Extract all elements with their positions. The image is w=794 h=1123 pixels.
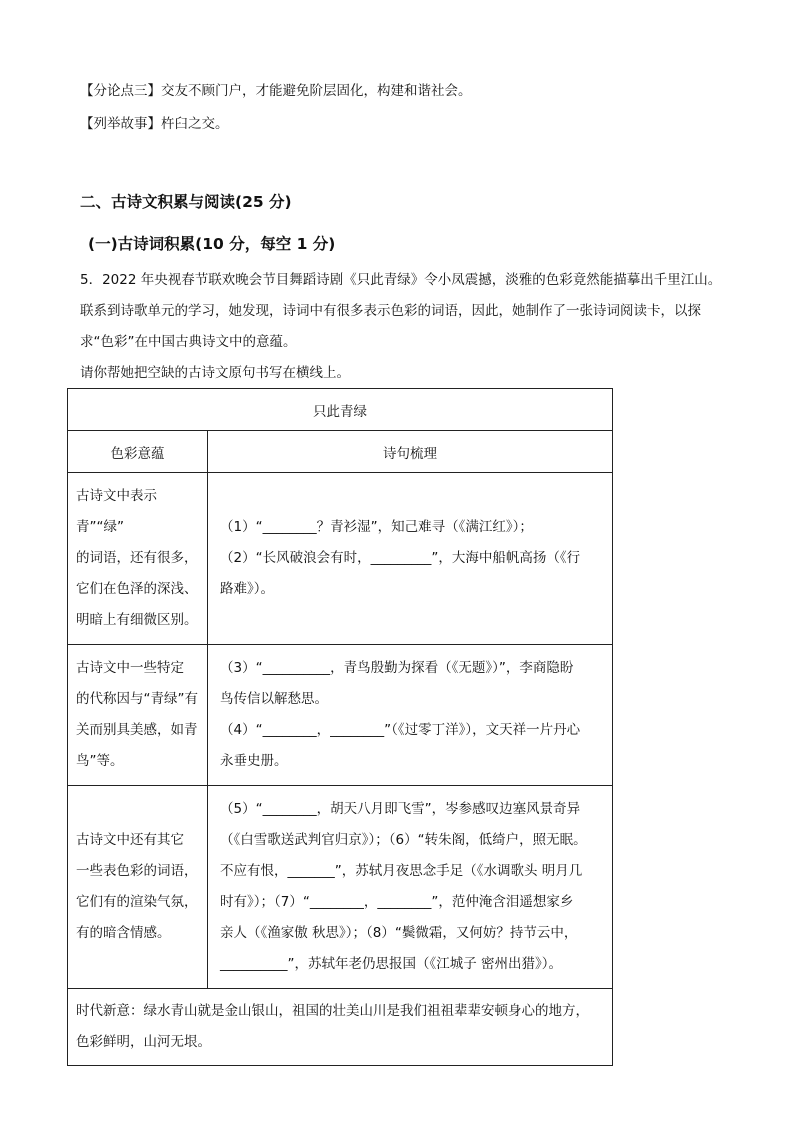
poem-card-table <box>67 388 613 1066</box>
point3-tag: 【分论点三】 <box>80 83 161 99</box>
table-footer-row <box>68 989 613 1066</box>
section-title: 二、古诗文积累与阅读(25 分) <box>80 193 292 211</box>
table-title-row <box>68 389 613 431</box>
question-line-1: 5．2022 年央视春节联欢晚会节目舞蹈诗剧《只此青绿》令小凤震撼，淡雅的色彩竟然能描摹出千里江山。 <box>80 272 722 288</box>
table-row <box>68 786 613 989</box>
story-paragraph <box>80 114 734 134</box>
point3-paragraph <box>80 81 734 101</box>
header-color-meaning: 色彩意蕴 <box>68 431 208 473</box>
story-text: 杵臼之交。 <box>161 116 229 132</box>
table-row <box>68 473 613 645</box>
question-line-3: 求“色彩”在中国古典诗文中的意蕴。 <box>80 334 297 350</box>
question-line-2: 联系到诗歌单元的学习，她发现，诗词中有很多表示色彩的词语，因此，她制作了一张诗词阅读卡，以探 <box>80 303 701 319</box>
section-subtitle: (一)古诗词积累(10 分，每空 1 分) <box>88 235 336 253</box>
table-row <box>68 645 613 786</box>
row-2-poems: （3）“__________，青鸟殷勤为探看（《无题》）”，李商隐盼 鸟传信以解愁思。 （4）“________，________”（《过零丁洋》），文天祥一片丹心 永垂史册。 <box>208 645 613 786</box>
table-header-row <box>68 431 613 473</box>
story-tag: 【列举故事】 <box>80 116 161 132</box>
row-2-meaning: 古诗文中一些特定 的代称因与“青绿”有 关而别具美感，如青 鸟”等。 <box>68 645 208 786</box>
row-1-poems: （1）“________？青衫湿”，知己难寻（《满江红》）； （2）“长风破浪会有时，_________”，大海中船帆高扬（《行 路难》）。 <box>208 473 613 645</box>
table-title: 只此青绿 <box>68 389 613 431</box>
point3-text: 交友不顾门户，才能避免阶层固化，构建和谐社会。 <box>161 83 472 99</box>
row-3-poems: （5）“________，胡天八月即飞雪”，岑参感叹边塞风景奇异 （《白雪歌送武判官归京》）；（6）“转朱阁，低绮户，照无眠。 不应有恨，_______”，苏轼月夜思念手足（《水调歌头 明月几 时有》）；（7）“________，________”，范仲淹含泪遥想家乡 亲人（《渔家傲 秋思》）；（8）“鬓微霜，又何妨？持节云中， __________”，苏轼年老仍思报国（《江城子 密州出猎》）。 <box>208 786 613 989</box>
row-3-meaning: 古诗文中还有其它 一些表色彩的词语， 它们有的渲染气氛， 有的暗含情感。 <box>68 786 208 989</box>
header-poem-lines: 诗句梳理 <box>208 431 613 473</box>
era-meaning: 时代新意：绿水青山就是金山银山，祖国的壮美山川是我们祖祖辈辈安顿身心的地方， 色彩鲜明，山河无垠。 <box>68 989 613 1066</box>
row-1-meaning: 古诗文中表示青”“绿” 的词语，还有很多， 它们在色泽的深浅、 明暗上有细微区别。 <box>68 473 208 645</box>
question-line-4: 请你帮她把空缺的古诗文原句书写在横线上。 <box>80 365 350 381</box>
